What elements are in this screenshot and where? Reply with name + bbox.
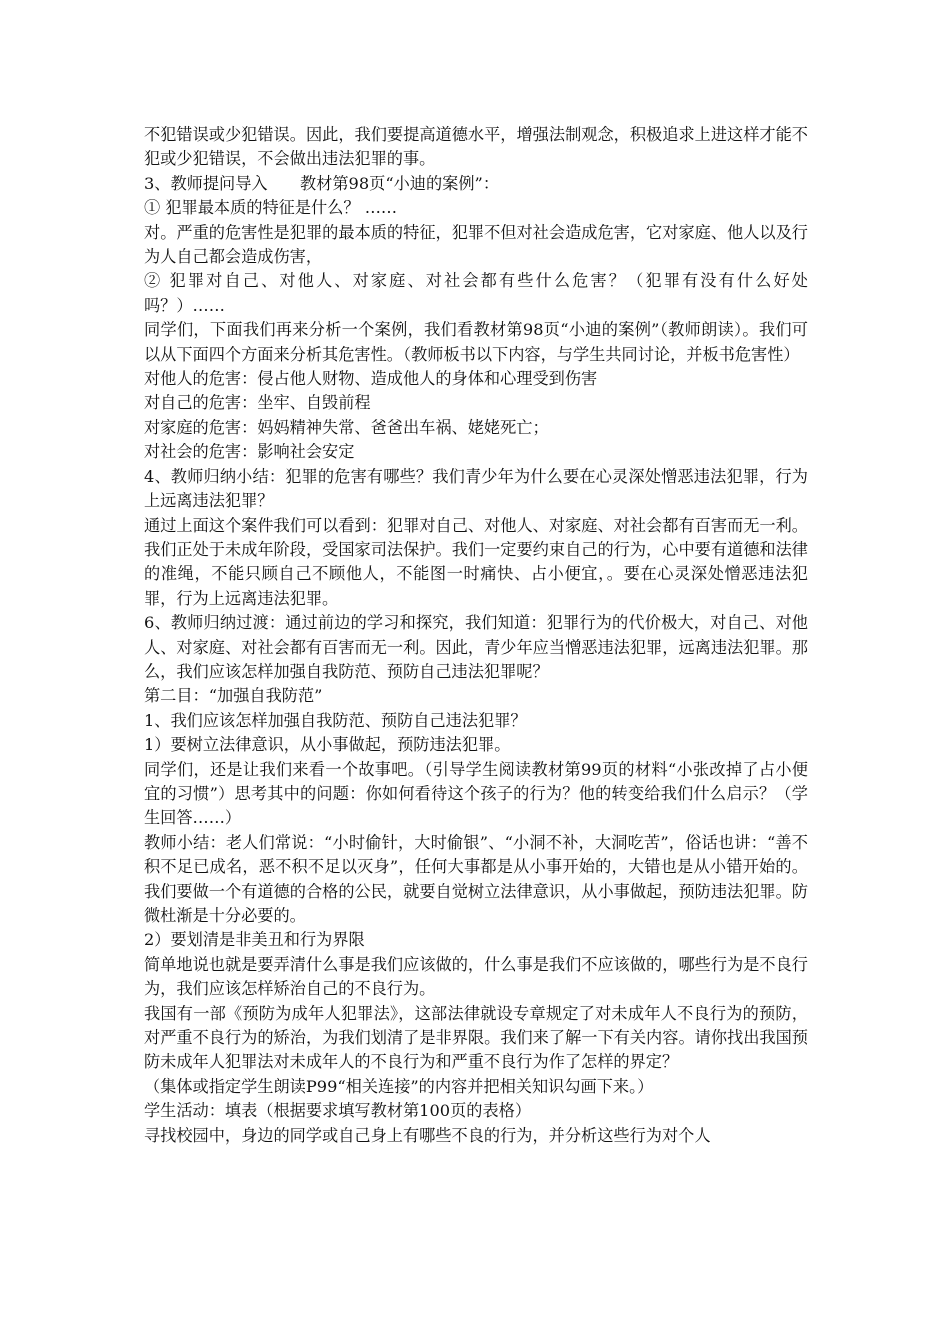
paragraph: 同学们，下面我们再来分析一个案例，我们看教材第98页“小迪的案例”（教师朗读）。我们可以从下面四个方面来分析其危害性。（教师板书以下内容，与学生共同讨论，并板书危害性） [144,320,808,364]
paragraph: 对自己的危害：坐牢、自毁前程 [144,393,371,413]
paragraph: （集体或指定学生朗读P99“相关连接”的内容并把相关知识勾画下来。） [144,1076,654,1096]
paragraph: 对社会的危害：影响社会安定 [144,442,355,462]
paragraph: 对。严重的危害性是犯罪的最本质的特征，犯罪不但对社会造成危害，它对家庭、他人以及行为人自己都会造成伤害， [144,222,808,267]
document-body [144,123,808,1148]
paragraph: 不犯错误或少犯错误。因此，我们要提高道德水平，增强法制观念，积极追求上进这样才能不犯或少犯错误，不会做出违法犯罪的事。 [144,125,808,169]
paragraph: 4、教师归纳小结：犯罪的危害有哪些？我们青少年为什么要在心灵深处憎恶违法犯罪，行为上远离违法犯罪？ [144,466,808,511]
section-heading: 第二目：“加强自我防范” [144,686,323,706]
paragraph: 寻找校园中，身边的同学或自己身上有哪些不良的行为，并分析这些行为对个人 [144,1125,711,1145]
paragraph: 学生活动：填表（根据要求填写教材第100页的表格） [144,1101,532,1121]
paragraph: ① 犯罪最本质的特征是什么？ …… [144,198,398,218]
paragraph: 同学们，还是让我们来看一个故事吧。（引导学生阅读教材第99页的材料“小张改掉了占小便宜的习惯”）思考其中的问题：你如何看待这个孩子的行为？他的转变给我们什么启示？（学生回答……） [144,759,808,828]
paragraph: 简单地说也就是要弄清什么事是我们应该做的，什么事是我们不应该做的，哪些行为是不良行为，我们应该怎样矫治自己的不良行为。 [144,954,808,999]
paragraph: ② 犯罪对自己、对他人、对家庭、对社会都有些什么危害？（犯罪有没有什么好处吗？）…… [144,271,808,315]
paragraph: 对他人的危害：侵占他人财物、造成他人的身体和心理受到伤害 [144,369,598,389]
paragraph: 3、教师提问导入 教材第98页“小迪的案例”： [144,173,500,193]
paragraph: 我国有一部《预防为成年人犯罪法》，这部法律就设专章规定了对未成年人不良行为的预防，对严重不良行为的矫治，为我们划清了是非界限。我们来了解一下有关内容。请你找出我国预防未成年人犯罪法对未成年人的不良行为和严重不良行为作了怎样的界定？ [144,1003,808,1072]
paragraph: 6、教师归纳过渡：通过前边的学习和探究，我们知道：犯罪行为的代价极大，对自己、对他人、对家庭、对社会都有百害而无一利。因此，青少年应当憎恶违法犯罪，远离违法犯罪。那么，我们应该怎样加强自我防范、预防自己违法犯罪呢？ [144,613,808,681]
paragraph: 2）要划清是非美丑和行为界限 [144,930,365,950]
paragraph: 1）要树立法律意识，从小事做起，预防违法犯罪。 [144,735,511,755]
paragraph: 对家庭的危害：妈妈精神失常、爸爸出车祸、姥姥死亡； [144,417,549,437]
paragraph: 1、我们应该怎样加强自我防范、预防自己违法犯罪？ [144,710,527,730]
paragraph: 教师小结：老人们常说：“小时偷针，大时偷银”、“小洞不补，大洞吃苦”，俗话也讲：“善不积不足已成名，恶不积不足以灭身”，任何大事都是从小事开始的，大错也是从小错开始的。我们要做一个有道德的合格的公民，就要自觉树立法律意识，从小事做起，预防违法犯罪。防微杜渐是十分必要的。 [144,832,808,925]
paragraph: 通过上面这个案件我们可以看到：犯罪对自己、对他人、对家庭、对社会都有百害而无一利。我们正处于未成年阶段，受国家司法保护。我们一定要约束自己的行为，心中要有道德和法律的准绳，不能只顾自己不顾他人，不能图一时痛快、占小便宜，。要在心灵深处憎恶违法犯罪，行为上远离违法犯罪。 [144,515,808,608]
